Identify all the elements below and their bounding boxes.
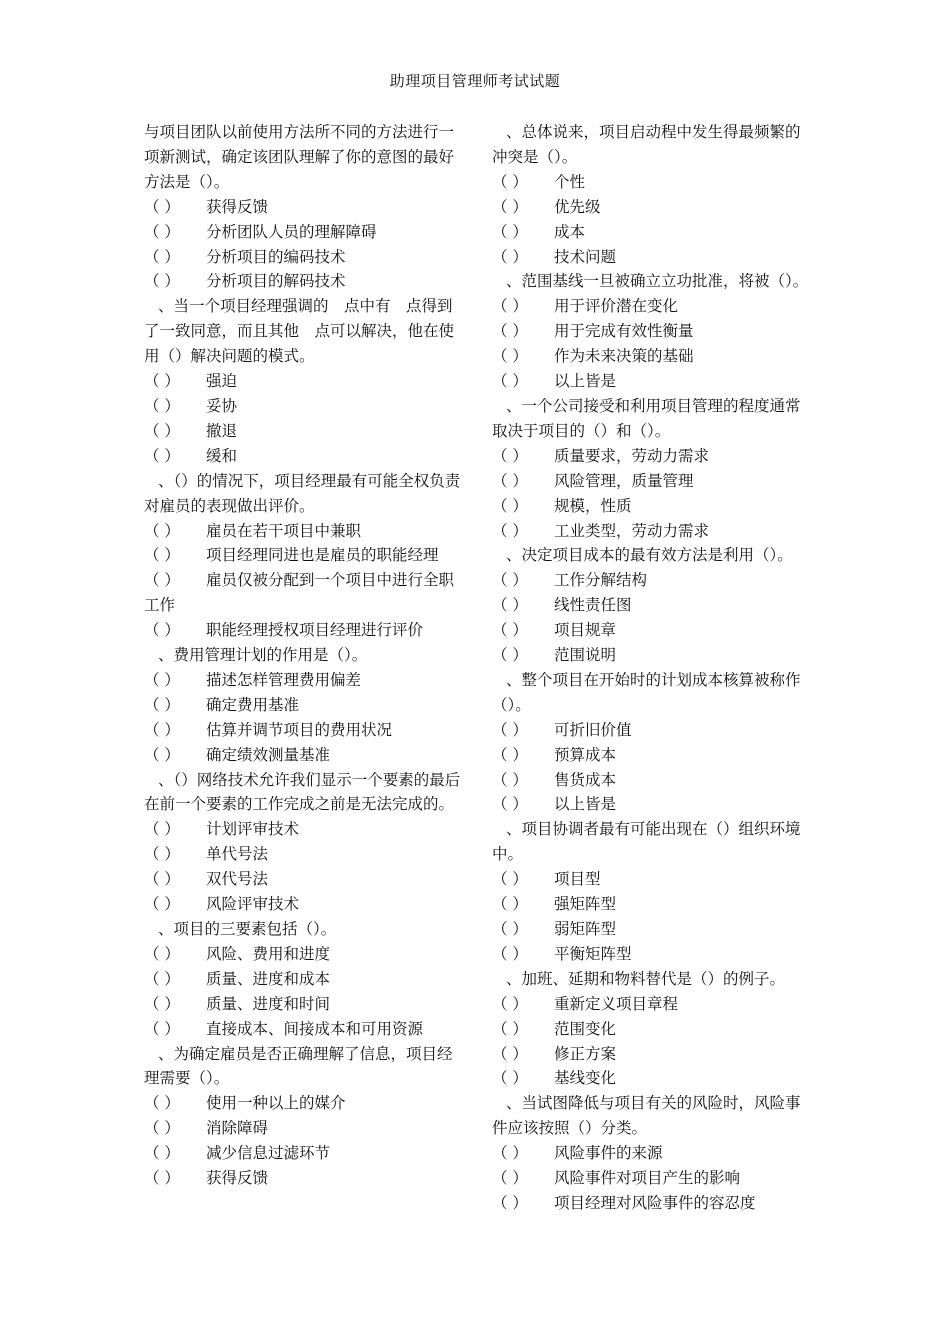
option[interactable] [144,1091,464,1116]
answer-paren: （ ） [144,546,180,565]
option-label: 弱矩阵型 [554,920,617,938]
answer-paren: （ ） [492,1169,528,1188]
answer-paren: （ ） [492,1019,528,1038]
answer-paren: （ ） [492,172,528,191]
option[interactable] [492,992,812,1017]
answer-paren: （ ） [492,247,528,266]
option[interactable] [144,967,464,992]
option[interactable] [144,817,464,842]
answer-paren: （ ） [492,197,528,216]
option-label: 基线变化 [554,1069,617,1088]
option-label: 项目经理对风险事件的容忍度 [554,1193,756,1212]
answer-paren: （ ） [492,745,528,764]
option[interactable] [144,892,464,917]
option[interactable] [144,220,464,245]
left-column [144,120,492,1191]
question-text: 、当试图降低与项目有关的风险时，风险事件应该按照（）分类。 [492,1094,801,1138]
option-label: 妥协 [206,396,238,415]
answer-paren: （ ） [492,1069,528,1088]
answer-paren: （ ） [144,670,180,689]
option[interactable] [144,245,464,270]
answer-paren: （ ） [492,322,528,341]
option[interactable] [144,369,464,394]
option[interactable] [492,1017,812,1042]
answer-paren: （ ） [492,297,528,316]
answer-paren: （ ） [144,521,180,540]
answer-paren: （ ） [492,870,528,889]
answer-paren: （ ） [144,1119,180,1138]
option[interactable] [492,294,812,319]
option-label: 个性 [554,172,586,191]
option-label: 分析项目的编码技术 [206,247,346,266]
option-label: 工作分解结构 [554,571,648,590]
option-label: 优先级 [554,197,601,216]
answer-paren: （ ） [492,770,528,789]
option-label: 作为未来决策的基础 [554,347,694,366]
question-text: 、当一个项目经理强调的 点中有 点得到了一致同意，而且其他 点可以解决，他在使用（）解决问题的模式。 [144,297,455,366]
answer-paren: （ ） [492,496,528,515]
question-text: 与项目团队以前使用方法所不同的方法进行一项新测试，确定该团队理解了你的意图的最好方法是（）。 [144,123,455,191]
option-label: 规模，性质 [554,496,632,515]
answer-paren: （ ） [144,446,180,465]
answer-paren: （ ） [144,1019,180,1038]
answer-paren: （ ） [144,820,180,839]
option-label: 技术问题 [554,247,617,266]
option[interactable] [492,444,812,469]
option[interactable] [144,1116,464,1141]
answer-paren: （ ） [492,571,528,590]
answer-paren: （ ） [144,745,180,764]
option-label: 估算并调节项目的费用状况 [206,720,393,739]
option[interactable] [144,1017,464,1042]
option-label: 使用一种以上的媒介 [206,1094,346,1113]
option[interactable] [144,743,464,768]
question-text: 、总体说来，项目启动程中发生得最频繁的冲突是（）。 [492,123,801,166]
option-label: 计划评审技术 [206,820,300,839]
option-label: 双代号法 [206,870,269,889]
option-label: 撤退 [206,421,238,440]
answer-paren: （ ） [492,720,528,739]
option-label: 可折旧价值 [554,720,632,739]
option-label: 风险事件对项目产生的影响 [554,1169,741,1188]
option-label: 范围变化 [554,1019,617,1038]
option[interactable] [144,394,464,419]
option-label: 雇员在若干项目中兼职 [206,521,362,540]
option[interactable] [492,369,812,394]
answer-paren: （ ） [492,222,528,241]
option-label: 确定绩效测量基准 [206,745,331,764]
option-label: 重新定义项目章程 [554,994,679,1013]
option[interactable] [492,195,812,220]
option-label: 确定费用基准 [206,695,300,714]
option-label: 项目经理同进也是雇员的职能经理 [206,546,439,565]
option[interactable] [144,543,464,568]
option-label: 项目型 [554,870,601,889]
option[interactable] [492,344,812,369]
option-label: 修正方案 [554,1044,617,1063]
option-label: 单代号法 [206,845,269,864]
option-label: 质量、进度和时间 [206,994,331,1013]
option-label: 描述怎样管理费用偏差 [206,670,362,689]
option-label: 消除障碍 [206,1119,269,1138]
option[interactable] [492,593,812,618]
option-label: 风险、费用和进度 [206,944,331,963]
answer-paren: （ ） [492,347,528,366]
option-label: 项目规章 [554,621,617,640]
question-text: 、费用管理计划的作用是（）。 [157,646,368,665]
option[interactable] [144,867,464,892]
question-text: 、整个项目在开始时的计划成本核算被称作（）。 [492,670,801,714]
answer-paren: （ ） [492,596,528,615]
option-label: 获得反馈 [206,1169,269,1188]
option-label: 分析项目的解码技术 [206,272,346,291]
option[interactable] [144,693,464,718]
answer-paren: （ ） [492,372,528,391]
answer-paren: （ ） [492,621,528,640]
option-label: 强迫 [206,372,238,391]
option[interactable] [492,1141,812,1166]
answer-paren: （ ） [144,1144,180,1163]
option[interactable] [144,1141,464,1166]
option[interactable] [492,494,812,519]
answer-paren: （ ） [144,994,180,1013]
option[interactable] [492,618,812,643]
option-label: 获得反馈 [206,197,269,216]
option[interactable] [144,842,464,867]
option[interactable] [492,1066,812,1091]
option[interactable] [144,718,464,743]
answer-paren: （ ） [144,222,180,241]
option-label: 雇员仅被分配到一个项目中进行全职工作 [144,571,455,615]
answer-paren: （ ） [492,994,528,1013]
option[interactable] [144,942,464,967]
option[interactable] [144,419,464,444]
answer-paren: （ ） [144,421,180,440]
answer-paren: （ ） [144,197,180,216]
option[interactable] [492,469,812,494]
option[interactable] [144,668,464,693]
answer-paren: （ ） [492,1044,528,1063]
option[interactable] [492,245,812,270]
answer-paren: （ ） [144,720,180,739]
answer-paren: （ ） [144,571,180,590]
answer-paren: （ ） [492,646,528,665]
answer-paren: （ ） [144,372,180,391]
answer-paren: （ ） [144,870,180,889]
option[interactable] [144,444,464,469]
option[interactable] [492,568,812,593]
option-label: 线性责任图 [554,596,632,615]
option[interactable] [492,170,812,195]
question-text: 、一个公司接受和利用项目管理的程度通常取决于项目的（）和（）。 [492,396,801,440]
option[interactable] [492,768,812,793]
option[interactable] [492,1042,812,1067]
answer-paren: （ ） [492,1144,528,1163]
right-column [492,120,812,1216]
option-label: 以上皆是 [554,372,617,391]
answer-paren: （ ） [492,446,528,465]
answer-paren: （ ） [144,1169,180,1188]
question-text: 、（）网络技术允许我们显示一个要素的最后 在前一个要素的工作完成之前是无法完成的。 [144,770,492,814]
question-text: 、加班、延期和物料替代是（）的例子。 [505,969,785,988]
answer-paren: （ ） [144,969,180,988]
answer-paren: （ ） [144,895,180,914]
option-label: 预算成本 [554,745,617,764]
option-label: 质量、进度和成本 [206,969,331,988]
option[interactable] [492,220,812,245]
answer-paren: （ ） [492,795,528,814]
option[interactable] [492,942,812,967]
option-label: 缓和 [206,446,238,465]
question-text: 、（）的情况下，项目经理最有可能全权负责对雇员的表现做出评价。 [144,471,461,515]
question-text: 、项目协调者最有可能出现在（）组织环境中。 [492,820,801,864]
option-label: 减少信息过滤环节 [206,1144,331,1163]
option[interactable] [492,519,812,544]
document-title: 助理项目管理师考试试题 [389,72,561,90]
option[interactable] [144,519,464,544]
option[interactable] [492,792,812,817]
answer-paren: （ ） [492,895,528,914]
option[interactable] [144,195,464,220]
option[interactable] [144,269,464,294]
option[interactable] [492,892,812,917]
option-label: 以上皆是 [554,795,617,814]
option-label: 质量要求，劳动力需求 [554,446,710,465]
answer-paren: （ ） [492,471,528,490]
answer-paren: （ ） [144,247,180,266]
option-label: 范围说明 [554,646,617,665]
option-label: 风险事件的来源 [554,1144,663,1163]
answer-paren: （ ） [492,944,528,963]
option[interactable] [492,1191,812,1216]
option[interactable] [492,743,812,768]
option[interactable] [492,917,812,942]
question-text: 、为确定雇员是否正确理解了信息，项目经理需要（）。 [144,1044,453,1088]
option-label: 职能经理授权项目经理进行评价 [206,621,424,640]
option-label: 售货成本 [554,770,617,789]
option-label: 分析团队人员的理解障碍 [206,222,377,241]
answer-paren: （ ） [144,621,180,640]
answer-paren: （ ） [492,1193,528,1212]
answer-paren: （ ） [144,396,180,415]
option-label: 工业类型，劳动力需求 [554,521,710,540]
option[interactable] [144,992,464,1017]
option-label: 成本 [554,222,586,241]
answer-paren: （ ） [144,1094,180,1113]
option[interactable] [492,1166,812,1191]
answer-paren: （ ） [144,944,180,963]
question-text: 、项目的三要素包括（）。 [157,920,337,938]
answer-paren: （ ） [144,272,180,291]
question-text: 、决定项目成本的最有效方法是利用（）。 [505,546,793,565]
option-label: 风险评审技术 [206,895,300,914]
option[interactable] [492,319,812,344]
option-label: 风险管理，质量管理 [554,471,694,490]
option-label: 直接成本、间接成本和可用资源 [206,1019,424,1038]
option-label: 强矩阵型 [554,895,617,914]
answer-paren: （ ） [144,695,180,714]
option[interactable] [144,568,464,618]
answer-paren: （ ） [492,920,528,938]
question-text: 、范围基线一旦被确立立功批准，将被（）。 [505,272,809,291]
answer-paren: （ ） [144,845,180,864]
option-label: 用于完成有效性衡量 [554,322,694,341]
option-label: 用于评价潜在变化 [554,297,679,316]
option-label: 平衡矩阵型 [554,944,632,963]
option[interactable] [492,643,812,668]
option[interactable] [492,718,812,743]
option[interactable] [492,867,812,892]
answer-paren: （ ） [492,521,528,540]
option[interactable] [144,1166,464,1191]
option[interactable] [144,618,464,643]
